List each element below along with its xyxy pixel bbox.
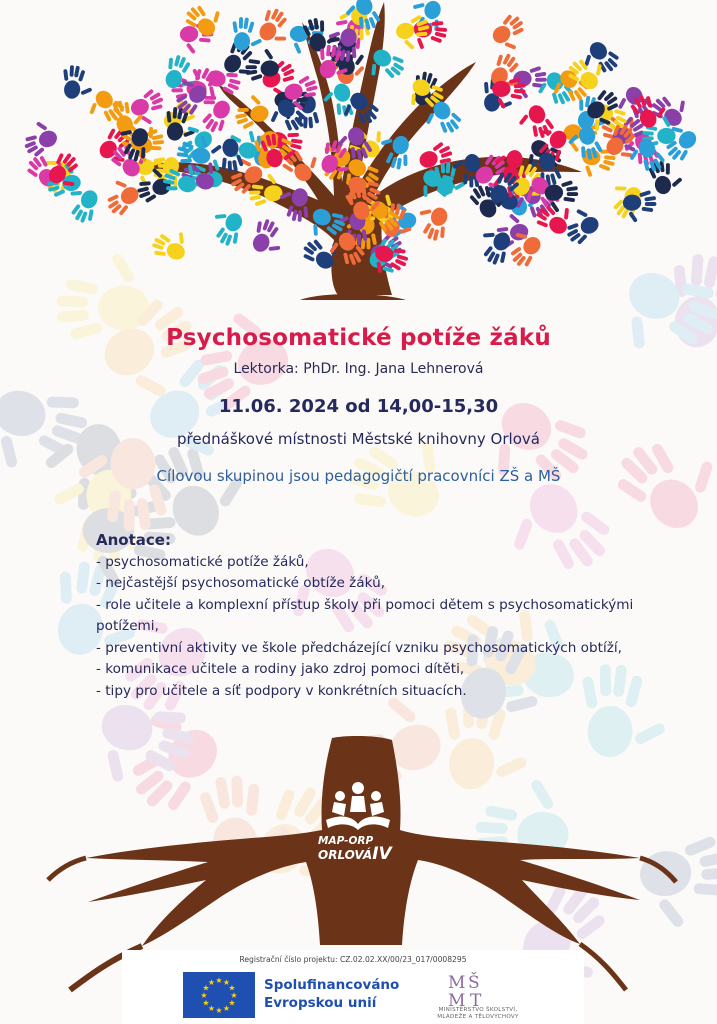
eu-star-icon: ★ bbox=[230, 991, 238, 1000]
lecturer-line: Lektorka: PhDr. Ing. Jana Lehnerová bbox=[233, 361, 484, 377]
msmt-line2: MLÁDEŽE A TĚLOVÝCHOVY bbox=[437, 1014, 519, 1020]
eu-star-icon: ★ bbox=[228, 983, 236, 993]
annotation-item: - role učitele a komplexní přístup školy při pomoci dětem s psychosomatickými potížemi, bbox=[96, 596, 634, 634]
target-audience: Cílovou skupinou jsou pedagogičtí pracovníci ZŠ a MŠ bbox=[156, 467, 561, 485]
annotation-item: - psychosomatické potíže žáků, bbox=[96, 553, 309, 570]
annotation-item: - nejčastější psychosomatické obtíže žáků, bbox=[96, 575, 386, 591]
eu-star-icon: ★ bbox=[215, 976, 223, 985]
eu-star-icon: ★ bbox=[207, 1003, 216, 1013]
eu-star-icon: ★ bbox=[202, 998, 210, 1008]
eu-star-icon: ★ bbox=[200, 991, 208, 1000]
funding-footer bbox=[122, 950, 584, 1024]
registration-number: Registrační číslo projektu: CZ.02.02.XX/00/23_017/0008295 bbox=[239, 955, 467, 964]
svg-text:M: M bbox=[448, 991, 466, 1008]
logo-line1: MAP-ORP bbox=[318, 835, 374, 847]
msmt-line1: MINISTERSTVO ŠKOLSTVÍ, bbox=[438, 1007, 518, 1013]
annotation-list bbox=[96, 552, 696, 703]
eu-line2: Evropskou unií bbox=[264, 995, 377, 1011]
annotation-heading: Anotace: bbox=[96, 531, 171, 549]
event-venue: přednáškové místnosti Městské knihovny Orlová bbox=[177, 430, 540, 448]
logo-line2: ORLOVÁ bbox=[318, 848, 373, 862]
eu-star-icon: ★ bbox=[222, 978, 231, 988]
handprint-leaves bbox=[17, 0, 702, 281]
eu-cofunding-text bbox=[264, 976, 399, 1012]
eu-star-icon: ★ bbox=[222, 1003, 231, 1013]
annotation-item: - komunikace učitele a rodiny jako zdroj pomoci dítěti, bbox=[96, 661, 465, 677]
eu-star-icon: ★ bbox=[228, 998, 236, 1008]
logo-numeral: IV bbox=[372, 844, 392, 864]
svg-text:Š: Š bbox=[468, 973, 480, 993]
event-title: Psychosomatické potíže žáků bbox=[166, 325, 551, 351]
eu-star-icon: ★ bbox=[202, 983, 210, 993]
msmt-logo-icon bbox=[444, 970, 496, 1008]
svg-text:T: T bbox=[470, 991, 482, 1008]
msmt-text bbox=[418, 1007, 538, 1021]
annotation-section bbox=[96, 530, 696, 702]
eu-line1: Spolufinancováno bbox=[264, 977, 400, 993]
eu-star-icon: ★ bbox=[207, 978, 216, 988]
eu-flag-icon bbox=[183, 972, 255, 1018]
annotation-item: - preventivní aktivity ve škole předcházející vzniku psychosomatických obtíží, bbox=[96, 639, 622, 656]
svg-text:M: M bbox=[448, 973, 466, 993]
annotation-item: - tipy pro učitele a síť podpory v konkrétních situacích. bbox=[96, 682, 467, 699]
event-datetime: 11.06. 2024 od 14,00-15,30 bbox=[218, 396, 499, 417]
map-orp-logo bbox=[318, 835, 416, 862]
eu-star-icon: ★ bbox=[215, 1006, 223, 1015]
